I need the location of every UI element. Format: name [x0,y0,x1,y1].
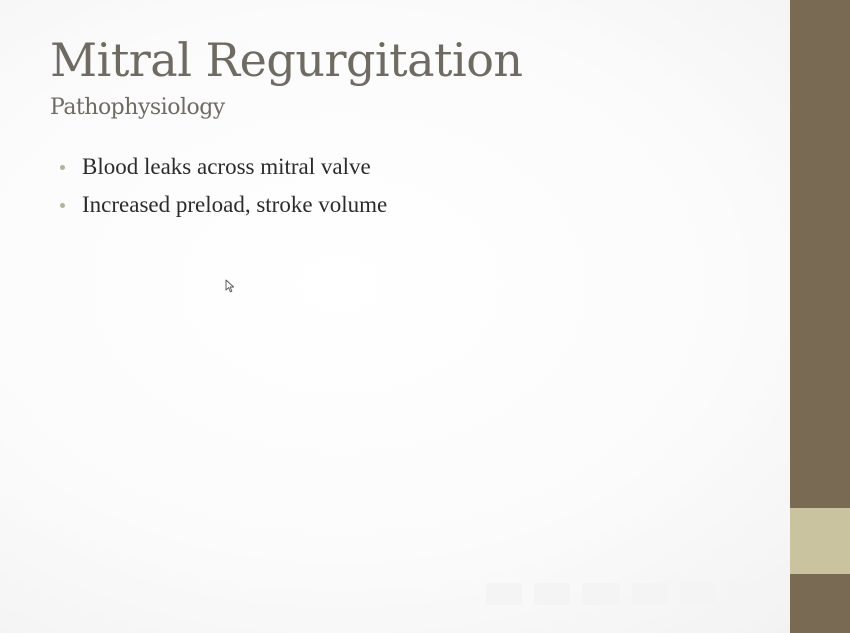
faded-control-5 [680,583,716,605]
faded-control-6 [728,583,762,605]
bullet-dot-icon [60,203,65,208]
faded-control-3 [582,583,620,605]
faded-control-1 [486,583,522,605]
slide-title: Mitral Regurgitation [50,33,523,87]
bullet-dot-icon [60,165,65,170]
faded-control-4 [632,583,668,605]
faded-control-2 [534,583,570,605]
slide-subtitle: Pathophysiology [50,95,225,120]
decorative-side-band-accent [790,508,850,574]
bullet-list [58,152,387,228]
bullet-item [58,152,387,190]
bullet-text: Increased preload, stroke volume [82,192,388,217]
bullet-text: Blood leaks across mitral valve [82,154,371,179]
bullet-item [58,190,387,228]
mouse-pointer-icon [225,279,235,293]
